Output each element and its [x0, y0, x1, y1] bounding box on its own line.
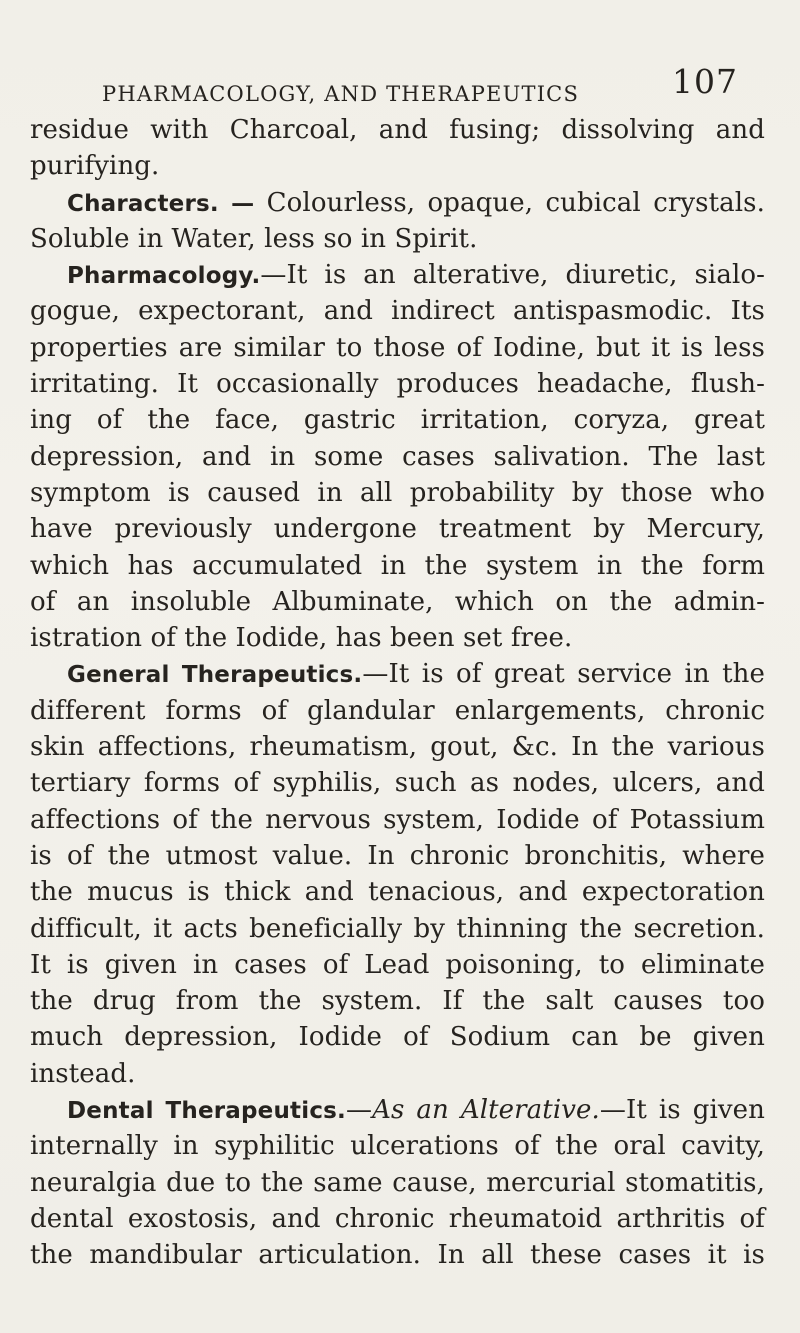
text-run: gogue, expectorant, and indirect antispasmodic. Its — [30, 296, 765, 327]
text-run: depression, and in some cases salivation. The last — [30, 441, 765, 472]
text-line — [30, 947, 765, 983]
text-run: istration of the Iodide, has been set free. — [30, 623, 573, 654]
text-run: purifying. — [30, 151, 160, 182]
text-run: residue with Charcoal, and fusing; dissolving and — [30, 115, 765, 145]
text-run: symptom is caused in all probability by those who — [30, 477, 765, 508]
text-run: —It is an alterative, diuretic, sialo- — [260, 260, 765, 291]
text-line — [30, 765, 765, 801]
text-run: tertiary forms of syphilis, such as nodes, ulcers, and — [30, 768, 765, 799]
text-line — [30, 402, 765, 438]
text-run: have previously undergone treatment by Mercury, — [30, 514, 765, 545]
text-line — [30, 548, 765, 584]
text-line — [30, 729, 765, 765]
text-run: It is given in cases of Lead poisoning, to eliminate — [30, 949, 765, 980]
text-line — [30, 802, 765, 838]
section-heading: Dental Therapeutics. — [67, 1098, 346, 1125]
text-line — [30, 693, 765, 729]
text-run: instead. — [30, 1058, 136, 1089]
text-line — [30, 1201, 765, 1237]
text-line — [30, 656, 765, 692]
text-run: which has accumulated in the system in the form — [30, 550, 765, 581]
text-line — [30, 112, 765, 148]
text-run: dental exostosis, and chronic rheumatoid arthritis of — [30, 1203, 765, 1234]
text-run: skin affections, rheumatism, gout, &c. In the various — [30, 732, 765, 763]
text-run: —It is of great service in the — [362, 659, 766, 690]
text-run: of an insoluble Albuminate, which on the admin- — [30, 586, 765, 617]
text-run: difficult, it acts beneficially by thinning the secretion. — [30, 913, 765, 944]
text-line — [30, 1019, 765, 1055]
text-run: Colourless, opaque, cubical crystals. — [254, 187, 765, 218]
text-run: much depression, Iodide of Sodium can be given — [30, 1022, 765, 1053]
text-run: properties are similar to those of Iodine, but it is less — [30, 332, 765, 363]
text-run: different forms of glandular enlargements, chronic — [30, 695, 765, 726]
text-line — [30, 620, 765, 656]
text-line — [30, 584, 765, 620]
text-line — [30, 257, 765, 293]
text-line — [30, 475, 765, 511]
section-heading: Pharmacology. — [67, 263, 261, 290]
text-line — [30, 911, 765, 947]
text-line — [30, 1056, 765, 1092]
text-run: internally in syphilitic ulcerations of the oral cavity, — [30, 1131, 765, 1162]
text-line — [30, 1165, 765, 1201]
text-run: ing of the face, gastric irritation, coryza, great — [30, 405, 765, 436]
text-run: — — [346, 1095, 373, 1126]
text-line — [30, 511, 765, 547]
text-line — [30, 221, 765, 257]
text-run: Soluble in Water, less so in Spirit. — [30, 223, 478, 254]
text-line — [30, 439, 765, 475]
text-line — [30, 185, 765, 221]
text-run: —It is given — [599, 1095, 766, 1126]
text-line — [30, 874, 765, 910]
text-run: is of the utmost value. In chronic bronchitis, where — [30, 840, 765, 871]
text-line — [30, 983, 765, 1019]
text-line — [30, 1092, 765, 1128]
text-run: the mucus is thick and tenacious, and expectoration — [30, 877, 765, 908]
section-heading: General Therapeutics. — [67, 662, 363, 689]
text-run: neuralgia due to the same cause, mercurial stomatitis, — [30, 1167, 765, 1198]
section-heading: Characters. — — [67, 190, 255, 217]
running-title: PHARMACOLOGY, AND THERAPEUTICS — [102, 82, 580, 106]
text-run: the mandibular articulation. In all these cases it is — [30, 1240, 765, 1271]
text-run: irritating. It occasionally produces headache, flush- — [30, 369, 765, 400]
page-number: 107 — [672, 62, 738, 101]
text-run: the drug from the system. If the salt causes too — [30, 986, 765, 1017]
text-line — [30, 293, 765, 329]
text-line — [30, 1128, 765, 1164]
text-run: affections of the nervous system, Iodide of Potassium — [30, 804, 765, 835]
running-head — [0, 62, 800, 112]
text-line — [30, 838, 765, 874]
text-line — [30, 330, 765, 366]
italic-subheading: As an Alterative. — [372, 1095, 600, 1126]
text-line — [30, 366, 765, 402]
text-line — [30, 1237, 765, 1273]
body-text — [30, 112, 765, 1274]
text-line — [30, 148, 765, 184]
